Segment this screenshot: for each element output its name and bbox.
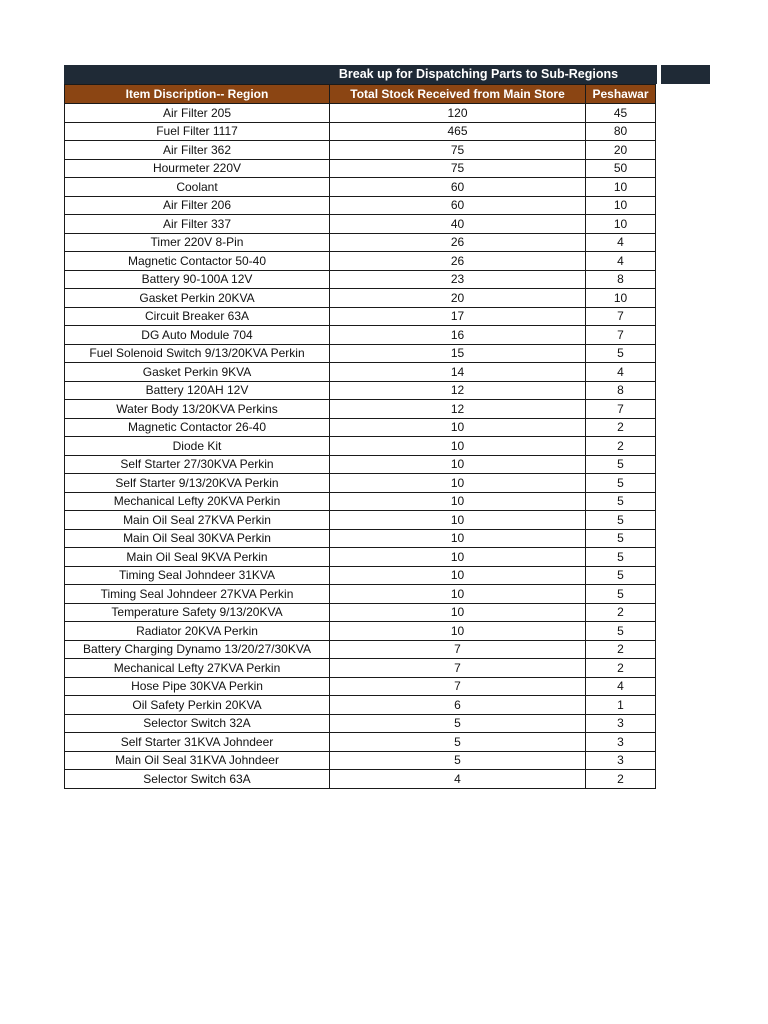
table-row [65, 122, 656, 141]
cell-item-description: Timer 220V 8-Pin [65, 233, 330, 252]
cell-peshawar: 10 [586, 215, 656, 234]
table-row [65, 511, 656, 530]
parts-dispatch-table [64, 84, 656, 789]
table-row [65, 196, 656, 215]
table-row [65, 381, 656, 400]
table-row [65, 437, 656, 456]
cell-peshawar: 8 [586, 270, 656, 289]
table-row [65, 640, 656, 659]
cell-item-description: Air Filter 337 [65, 215, 330, 234]
cell-item-description: Hourmeter 220V [65, 159, 330, 178]
table-row [65, 344, 656, 363]
cell-total-stock: 120 [330, 104, 586, 123]
table-row [65, 492, 656, 511]
cell-item-description: Air Filter 362 [65, 141, 330, 160]
table-row [65, 566, 656, 585]
cell-item-description: Fuel Solenoid Switch 9/13/20KVA Perkin [65, 344, 330, 363]
cell-total-stock: 5 [330, 714, 586, 733]
cell-total-stock: 20 [330, 289, 586, 308]
table-row [65, 529, 656, 548]
cell-peshawar: 10 [586, 178, 656, 197]
title-bar [64, 65, 710, 84]
cell-peshawar: 3 [586, 751, 656, 770]
cell-peshawar: 4 [586, 677, 656, 696]
cell-peshawar: 5 [586, 529, 656, 548]
table-row [65, 548, 656, 567]
cell-total-stock: 14 [330, 363, 586, 382]
table-row [65, 455, 656, 474]
cell-item-description: DG Auto Module 704 [65, 326, 330, 345]
cell-item-description: Selector Switch 32A [65, 714, 330, 733]
table-row [65, 104, 656, 123]
table-row [65, 622, 656, 641]
table-row [65, 233, 656, 252]
cell-peshawar: 7 [586, 400, 656, 419]
cell-peshawar: 50 [586, 159, 656, 178]
cell-peshawar: 4 [586, 363, 656, 382]
cell-item-description: Battery 120AH 12V [65, 381, 330, 400]
cell-total-stock: 10 [330, 418, 586, 437]
cell-peshawar: 2 [586, 418, 656, 437]
table-row [65, 270, 656, 289]
cell-total-stock: 5 [330, 751, 586, 770]
cell-item-description: Gasket Perkin 9KVA [65, 363, 330, 382]
cell-item-description: Timing Seal Johndeer 31KVA [65, 566, 330, 585]
cell-peshawar: 7 [586, 307, 656, 326]
table-row [65, 141, 656, 160]
cell-item-description: Main Oil Seal 27KVA Perkin [65, 511, 330, 530]
cell-peshawar: 2 [586, 659, 656, 678]
table-row [65, 215, 656, 234]
cell-item-description: Water Body 13/20KVA Perkins [65, 400, 330, 419]
table-row [65, 418, 656, 437]
title-bar-gap [657, 65, 661, 84]
column-header-total-stock: Total Stock Received from Main Store [330, 85, 586, 104]
cell-total-stock: 10 [330, 622, 586, 641]
cell-peshawar: 10 [586, 289, 656, 308]
cell-peshawar: 5 [586, 492, 656, 511]
cell-peshawar: 1 [586, 696, 656, 715]
table-title: Break up for Dispatching Parts to Sub-Regions [338, 67, 619, 81]
cell-peshawar: 5 [586, 622, 656, 641]
cell-peshawar: 45 [586, 104, 656, 123]
cell-item-description: Magnetic Contactor 50-40 [65, 252, 330, 271]
table-row [65, 714, 656, 733]
cell-total-stock: 12 [330, 400, 586, 419]
cell-total-stock: 10 [330, 474, 586, 493]
cell-peshawar: 2 [586, 770, 656, 789]
cell-total-stock: 17 [330, 307, 586, 326]
cell-item-description: Self Starter 27/30KVA Perkin [65, 455, 330, 474]
cell-item-description: Mechanical Lefty 20KVA Perkin [65, 492, 330, 511]
cell-total-stock: 75 [330, 141, 586, 160]
cell-peshawar: 2 [586, 640, 656, 659]
cell-total-stock: 7 [330, 677, 586, 696]
cell-item-description: Magnetic Contactor 26-40 [65, 418, 330, 437]
table-row [65, 289, 656, 308]
cell-item-description: Gasket Perkin 20KVA [65, 289, 330, 308]
cell-total-stock: 75 [330, 159, 586, 178]
cell-total-stock: 7 [330, 659, 586, 678]
cell-peshawar: 80 [586, 122, 656, 141]
cell-total-stock: 60 [330, 196, 586, 215]
cell-peshawar: 5 [586, 474, 656, 493]
cell-item-description: Mechanical Lefty 27KVA Perkin [65, 659, 330, 678]
table-row [65, 751, 656, 770]
table-row [65, 603, 656, 622]
cell-total-stock: 10 [330, 585, 586, 604]
cell-peshawar: 3 [586, 733, 656, 752]
cell-peshawar: 4 [586, 252, 656, 271]
cell-peshawar: 20 [586, 141, 656, 160]
cell-total-stock: 10 [330, 529, 586, 548]
cell-total-stock: 23 [330, 270, 586, 289]
cell-peshawar: 5 [586, 548, 656, 567]
cell-peshawar: 5 [586, 455, 656, 474]
cell-item-description: Hose Pipe 30KVA Perkin [65, 677, 330, 696]
table-row [65, 585, 656, 604]
cell-peshawar: 3 [586, 714, 656, 733]
header-row [65, 85, 656, 104]
cell-item-description: Self Starter 9/13/20KVA Perkin [65, 474, 330, 493]
cell-peshawar: 2 [586, 603, 656, 622]
table-row [65, 326, 656, 345]
cell-total-stock: 4 [330, 770, 586, 789]
table-row [65, 677, 656, 696]
cell-total-stock: 16 [330, 326, 586, 345]
cell-item-description: Air Filter 205 [65, 104, 330, 123]
cell-total-stock: 12 [330, 381, 586, 400]
cell-peshawar: 10 [586, 196, 656, 215]
cell-peshawar: 8 [586, 381, 656, 400]
cell-total-stock: 10 [330, 455, 586, 474]
cell-total-stock: 60 [330, 178, 586, 197]
cell-item-description: Fuel Filter 1117 [65, 122, 330, 141]
table-row [65, 400, 656, 419]
cell-item-description: Air Filter 206 [65, 196, 330, 215]
cell-item-description: Selector Switch 63A [65, 770, 330, 789]
cell-total-stock: 10 [330, 603, 586, 622]
cell-total-stock: 10 [330, 511, 586, 530]
cell-total-stock: 5 [330, 733, 586, 752]
table-row [65, 696, 656, 715]
cell-peshawar: 5 [586, 344, 656, 363]
cell-item-description: Radiator 20KVA Perkin [65, 622, 330, 641]
table-row [65, 659, 656, 678]
cell-item-description: Main Oil Seal 9KVA Perkin [65, 548, 330, 567]
cell-peshawar: 5 [586, 566, 656, 585]
cell-total-stock: 10 [330, 566, 586, 585]
cell-peshawar: 5 [586, 511, 656, 530]
cell-item-description: Battery Charging Dynamo 13/20/27/30KVA [65, 640, 330, 659]
cell-item-description: Circuit Breaker 63A [65, 307, 330, 326]
cell-peshawar: 2 [586, 437, 656, 456]
cell-total-stock: 26 [330, 233, 586, 252]
table-row [65, 770, 656, 789]
cell-item-description: Coolant [65, 178, 330, 197]
cell-total-stock: 10 [330, 548, 586, 567]
cell-total-stock: 7 [330, 640, 586, 659]
cell-item-description: Temperature Safety 9/13/20KVA [65, 603, 330, 622]
table-row [65, 307, 656, 326]
cell-item-description: Main Oil Seal 30KVA Perkin [65, 529, 330, 548]
table-row [65, 159, 656, 178]
column-header-item: Item Discription-- Region [65, 85, 330, 104]
table-row [65, 733, 656, 752]
cell-peshawar: 5 [586, 585, 656, 604]
cell-item-description: Diode Kit [65, 437, 330, 456]
table-row [65, 474, 656, 493]
table-row [65, 252, 656, 271]
cell-total-stock: 40 [330, 215, 586, 234]
cell-total-stock: 10 [330, 437, 586, 456]
cell-total-stock: 10 [330, 492, 586, 511]
cell-item-description: Self Starter 31KVA Johndeer [65, 733, 330, 752]
cell-peshawar: 4 [586, 233, 656, 252]
cell-total-stock: 15 [330, 344, 586, 363]
cell-peshawar: 7 [586, 326, 656, 345]
table-row [65, 178, 656, 197]
cell-item-description: Oil Safety Perkin 20KVA [65, 696, 330, 715]
cell-item-description: Battery 90-100A 12V [65, 270, 330, 289]
column-header-peshawar: Peshawar [586, 85, 656, 104]
cell-item-description: Main Oil Seal 31KVA Johndeer [65, 751, 330, 770]
table-row [65, 363, 656, 382]
cell-total-stock: 26 [330, 252, 586, 271]
cell-total-stock: 6 [330, 696, 586, 715]
cell-total-stock: 465 [330, 122, 586, 141]
cell-item-description: Timing Seal Johndeer 27KVA Perkin [65, 585, 330, 604]
